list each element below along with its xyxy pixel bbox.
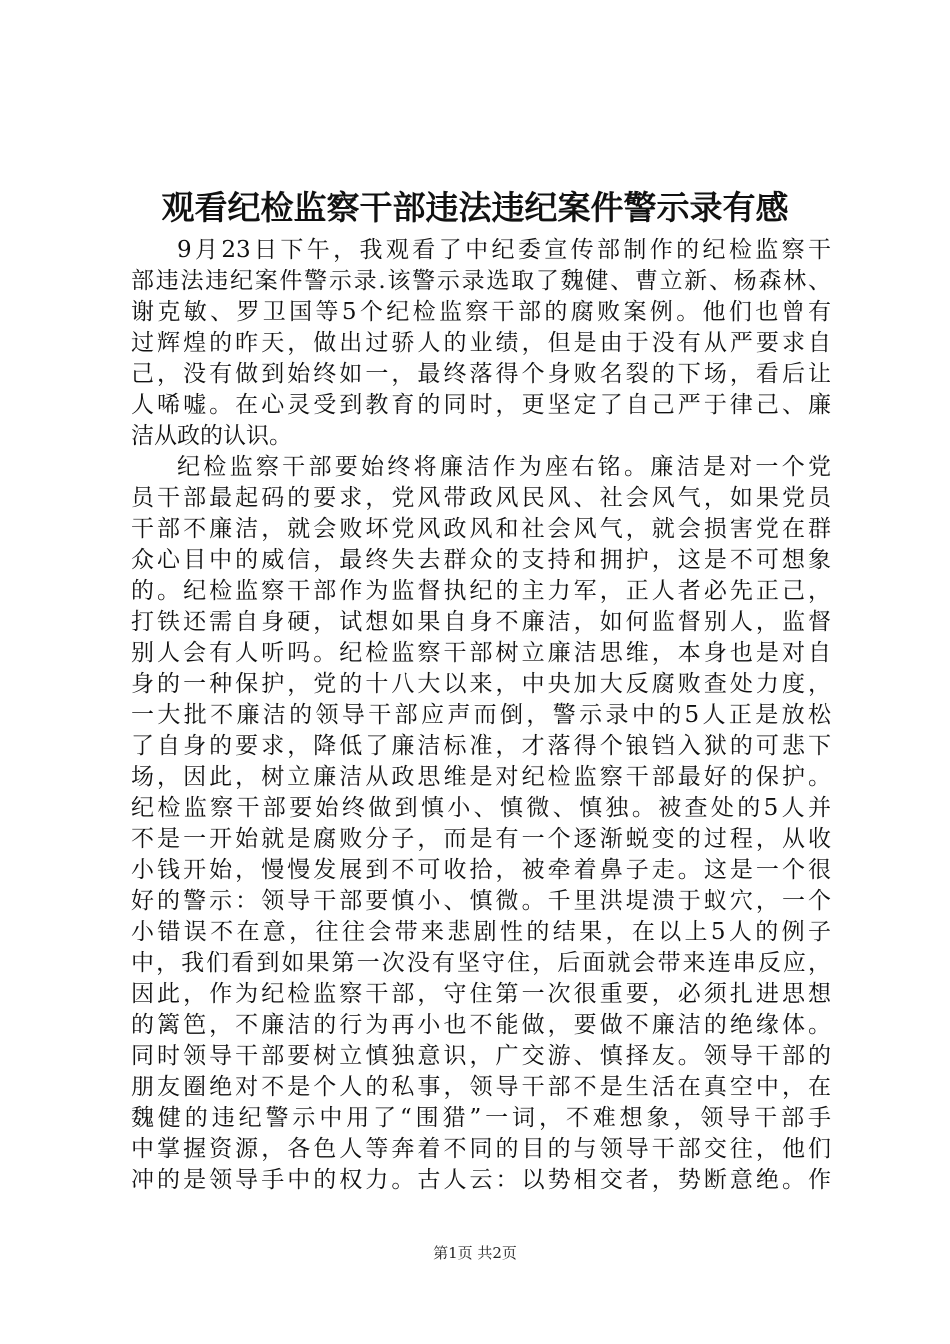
paragraph-line: 好的警示：领导干部要慎小、慎微。千里洪堤溃于蚁穴，一个 [131, 888, 831, 914]
paragraph-line: 不是一开始就是腐败分子，而是有一个逐渐蜕变的过程，从收 [131, 826, 831, 852]
paragraph-line: 纪检监察干部要始终做到慎小、慎微、慎独。被查处的5人并 [131, 795, 831, 821]
paragraph-line: 人唏嘘。在心灵受到教育的同时，更坚定了自己严于律己、廉 [131, 392, 831, 418]
paragraph-line: 过辉煌的昨天，做出过骄人的业绩，但是由于没有从严要求自 [131, 330, 831, 356]
paragraph-line: 的篱笆，不廉洁的行为再小也不能做，要做不廉洁的绝缘体。 [131, 1012, 831, 1038]
page-number-footer: 第1页 共2页 [433, 1244, 517, 1262]
paragraph-line: 小钱开始，慢慢发展到不可收拾，被牵着鼻子走。这是一个很 [131, 857, 831, 883]
paragraph-line: 一大批不廉洁的领导干部应声而倒，警示录中的5人正是放松 [131, 702, 831, 728]
paragraph-line: 员干部最起码的要求，党风带政风民风、社会风气，如果党员 [131, 485, 831, 511]
paragraph-line: 别人会有人听吗。纪检监察干部树立廉洁思维，本身也是对自 [131, 640, 831, 666]
paragraph-line: 部违法违纪案件警示录.该警示录选取了魏健、曹立新、杨森林、 [131, 268, 831, 294]
paragraph-line: 小错误不在意，往往会带来悲剧性的结果，在以上5人的例子 [131, 919, 831, 945]
paragraph-line: 中，我们看到如果第一次没有坚守住，后面就会带来连串反应， [131, 950, 831, 976]
paragraph-line: 身的一种保护，党的十八大以来，中央加大反腐败查处力度， [131, 671, 831, 697]
paragraph-line: 了自身的要求，降低了廉洁标准，才落得个锒铛入狱的可悲下 [131, 733, 831, 759]
paragraph-line: 朋友圈绝对不是个人的私事，领导干部不是生活在真空中，在 [131, 1074, 831, 1100]
document-body [131, 235, 831, 1196]
paragraph-line: 打铁还需自身硬，试想如果自身不廉洁，如何监督别人，监督 [131, 609, 831, 635]
paragraph-line: 的。纪检监察干部作为监督执纪的主力军，正人者必先正己， [131, 578, 831, 604]
paragraph-line: 干部不廉洁，就会败坏党风政风和社会风气，就会损害党在群 [131, 516, 831, 542]
paragraph-line: 同时领导干部要树立慎独意识，广交游、慎择友。领导干部的 [131, 1043, 831, 1069]
paragraph-line: 洁从政的认识。 [131, 423, 292, 449]
paragraph-line: 己，没有做到始终如一，最终落得个身败名裂的下场，看后让 [131, 361, 831, 387]
paragraph-line: 冲的是领导手中的权力。古人云：以势相交者，势断意绝。作 [131, 1167, 831, 1193]
paragraph-line: 9月23日下午，我观看了中纪委宣传部制作的纪检监察干 [177, 237, 831, 263]
document-title: 观看纪检监察干部违法违纪案件警示录有感 [161, 188, 789, 227]
paragraph-line: 中掌握资源，各色人等奔着不同的目的与领导干部交往，他们 [131, 1136, 831, 1162]
paragraph-line: 纪检监察干部要始终将廉洁作为座右铭。廉洁是对一个党 [177, 454, 831, 480]
paragraph-line: 因此，作为纪检监察干部，守住第一次很重要，必须扎进思想 [131, 981, 831, 1007]
paragraph-line: 魏健的违纪警示中用了“围猎”一词，不难想象，领导干部手 [131, 1105, 831, 1131]
paragraph-line: 谢克敏、罗卫国等5个纪检监察干部的腐败案例。他们也曾有 [131, 299, 831, 325]
paragraph-line: 众心目中的威信，最终失去群众的支持和拥护，这是不可想象 [131, 547, 831, 573]
paragraph-line: 场，因此，树立廉洁从政思维是对纪检监察干部最好的保护。 [131, 764, 831, 790]
